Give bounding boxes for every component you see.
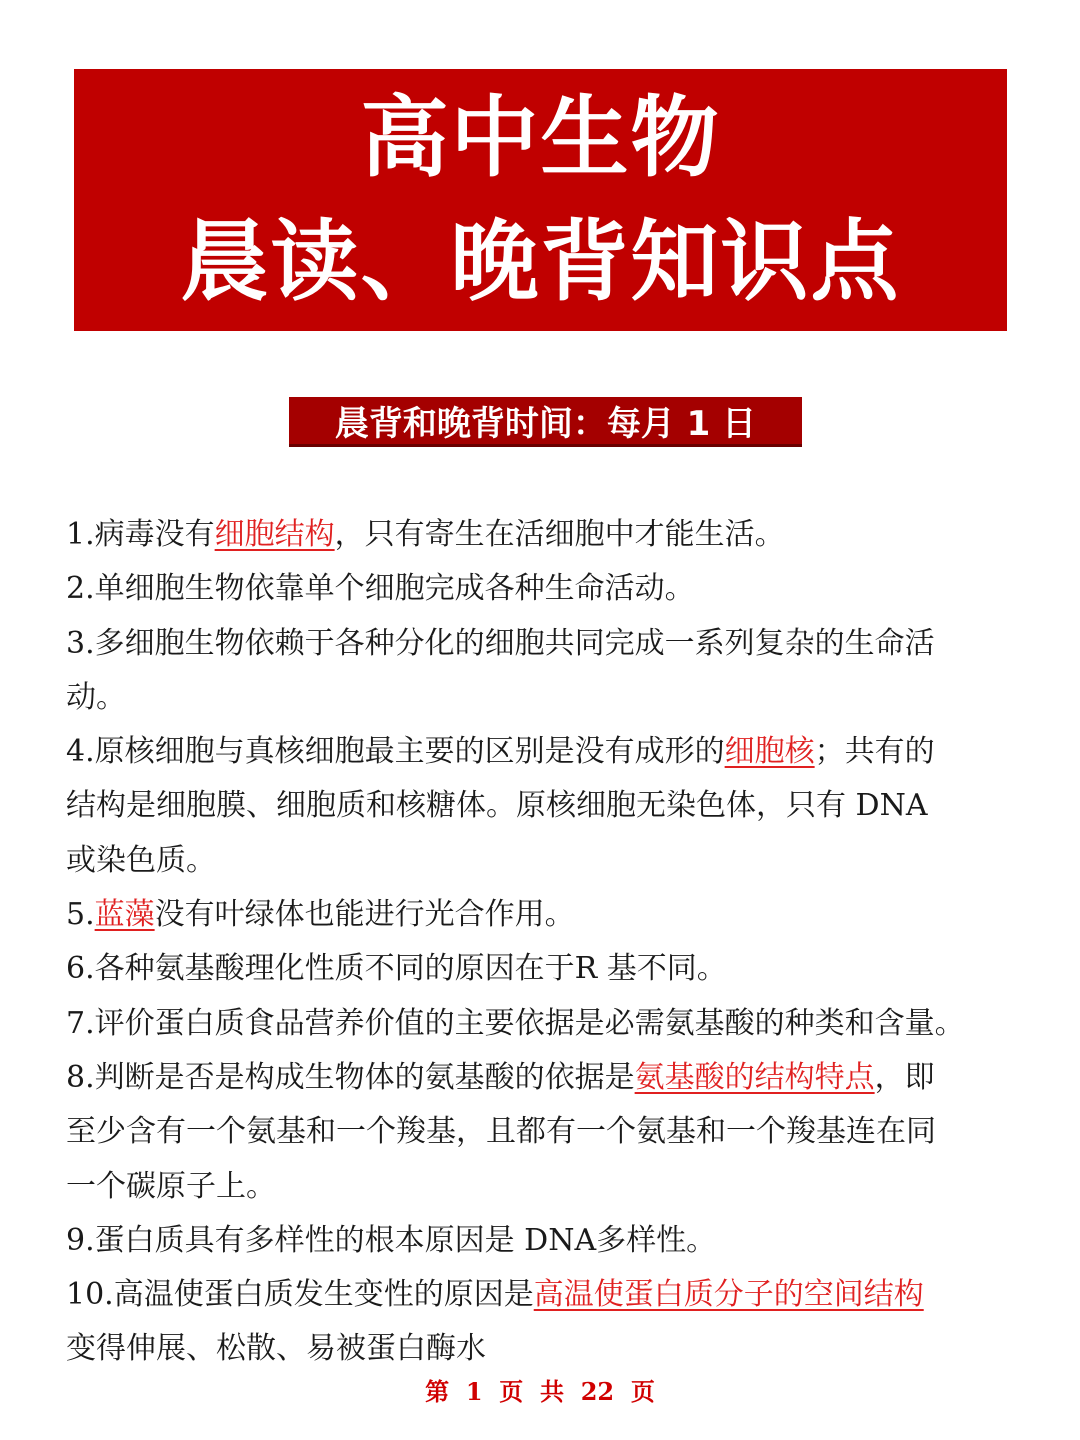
item-text: 一个碳原子上。 <box>66 1168 276 1204</box>
item-text: 结构是细胞膜、细胞质和核糖体。原核细胞无染色体，只有 DNA <box>66 788 928 824</box>
highlight-term: 氨基酸的结构特点 <box>634 1059 875 1095</box>
item-text: 10.高温使蛋白质发生变性的原因是 <box>66 1277 534 1313</box>
item-text: 5. <box>66 897 95 933</box>
list-item-3 <box>66 617 1041 671</box>
item-text: 至少含有一个氨基和一个羧基，且都有一个氨基和一个羧基连在同 <box>66 1114 936 1150</box>
item-text: 3.多细胞生物依赖于各种分化的细胞共同完成一系列复杂的生命活 <box>66 625 935 661</box>
item-text: 8.判断是否是构成生物体的氨基酸的依据是 <box>66 1059 635 1095</box>
list-item-2 <box>66 562 1041 616</box>
title-banner <box>74 69 1007 331</box>
list-item-4-cont <box>66 779 1041 833</box>
list-item-6 <box>66 942 1041 996</box>
item-text: ，即 <box>874 1059 935 1095</box>
list-item-1 <box>66 508 1041 562</box>
item-text: 7.评价蛋白质食品营养价值的主要依据是必需氨基酸的种类和含量。 <box>66 1005 965 1041</box>
list-item-4-cont <box>66 834 1041 888</box>
list-item-8-cont <box>66 1105 1041 1159</box>
item-text: 2.单细胞生物依靠单个细胞完成各种生命活动。 <box>66 571 695 607</box>
title-line-2: 晨读、晚背知识点 <box>180 210 901 313</box>
list-item-7 <box>66 997 1041 1051</box>
item-text: 1.病毒没有 <box>66 517 215 552</box>
list-item-10 <box>66 1268 1041 1322</box>
knowledge-list <box>66 508 1041 1377</box>
item-text: 6.各种氨基酸理化性质不同的原因在于R 基不同。 <box>66 951 727 987</box>
item-text: 没有叶绿体也能进行光合作用。 <box>154 897 575 933</box>
highlight-term: 蓝藻 <box>94 897 155 933</box>
item-text: ，只有寄生在活细胞中才能生活。 <box>334 517 785 552</box>
highlight-term: 高温使蛋白质分子的空间结构 <box>533 1277 924 1313</box>
list-item-5 <box>66 888 1041 942</box>
item-text: ；共有的 <box>814 734 935 770</box>
page-footer: 第 1 页 共 22 页 <box>425 1377 655 1406</box>
item-text: 9.蛋白质具有多样性的根本原因是 DNA多样性。 <box>66 1222 717 1258</box>
list-item-8-cont <box>66 1160 1041 1214</box>
list-item-10-cont <box>66 1322 1041 1376</box>
highlight-term: 细胞核 <box>724 734 815 770</box>
list-item-4 <box>66 725 1041 779</box>
subtitle-banner: 晨背和晚背时间：每月 1 日 <box>289 397 802 447</box>
item-text: 变得伸展、松散、易被蛋白酶水 <box>66 1331 486 1367</box>
item-text: 或染色质。 <box>66 842 216 878</box>
title-line-1: 高中生物 <box>360 86 721 189</box>
list-item-9 <box>66 1214 1041 1268</box>
item-text: 动。 <box>66 679 126 715</box>
list-item-8 <box>66 1051 1041 1105</box>
highlight-term: 细胞结构 <box>214 517 335 552</box>
list-item-3-cont <box>66 671 1041 725</box>
item-text: 4.原核细胞与真核细胞最主要的区别是没有成形的 <box>66 734 725 770</box>
